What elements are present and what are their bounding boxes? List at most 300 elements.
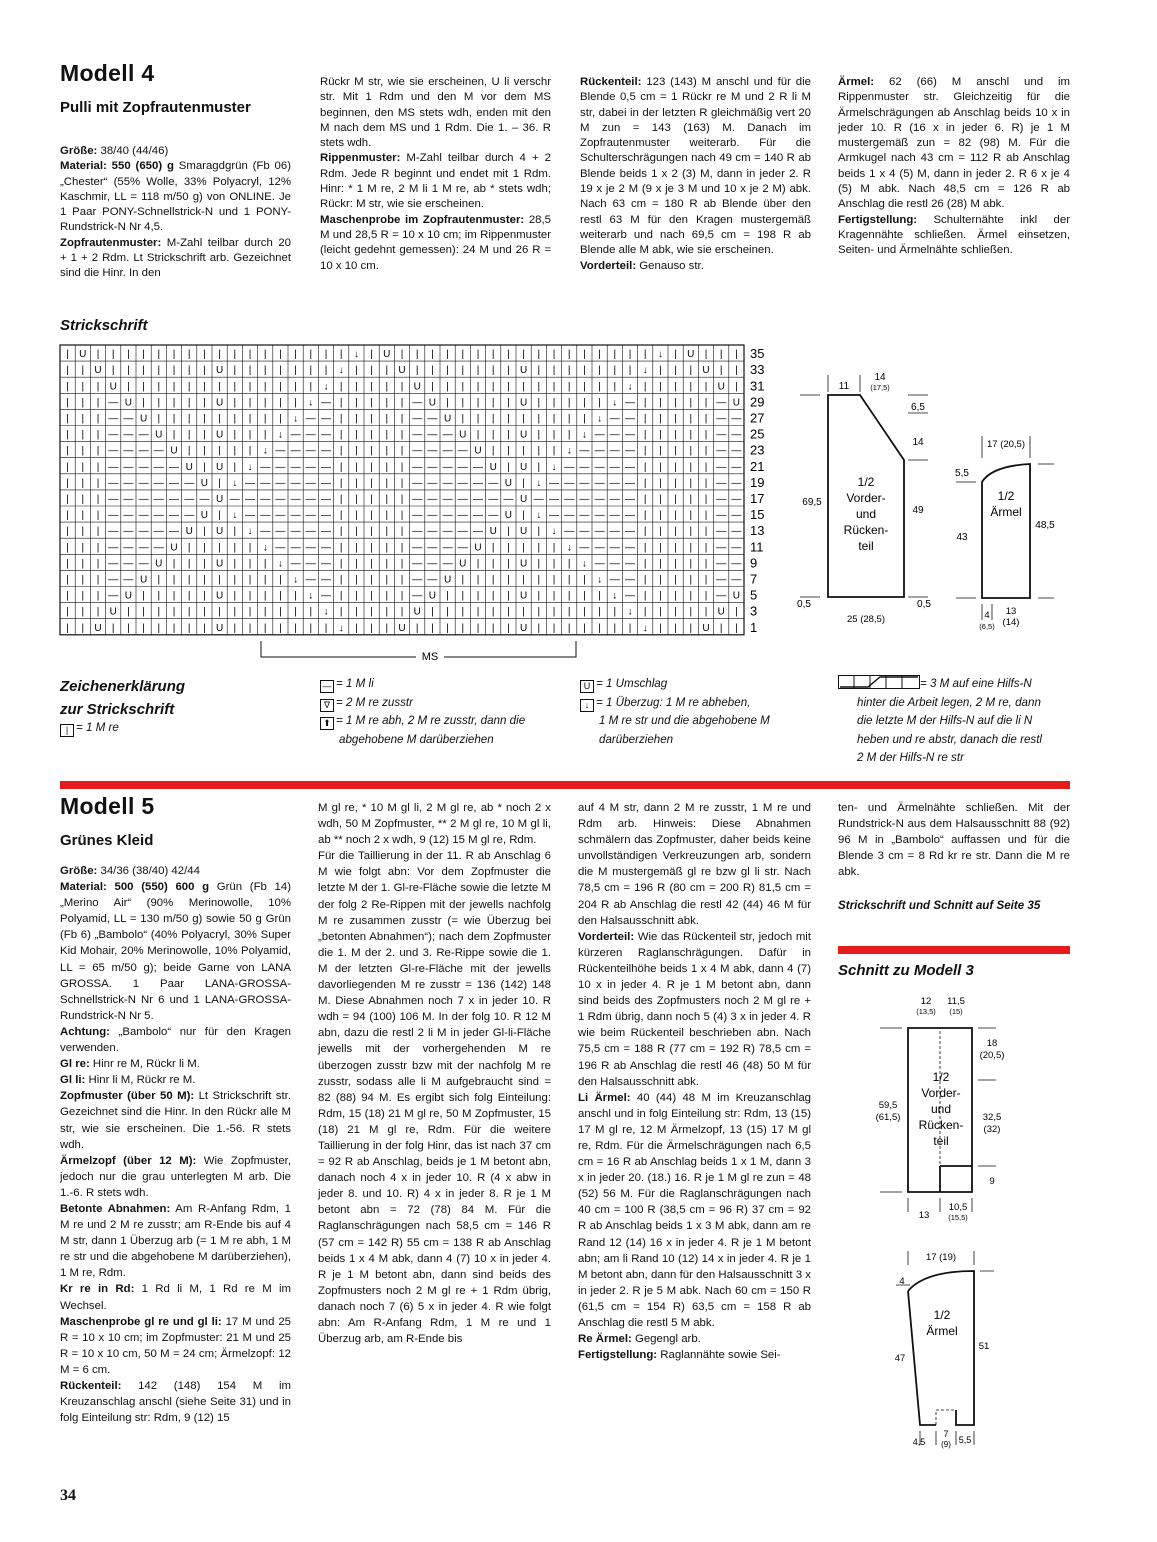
- body-label-1: 1/2: [857, 475, 875, 489]
- chart-cell: |: [187, 445, 191, 457]
- chart-cell: —: [488, 510, 499, 522]
- chart-cell: |: [187, 397, 191, 409]
- chart-cell: |: [187, 365, 191, 377]
- chart-cell: |: [66, 622, 69, 634]
- legend-title-line-1: Zeichenerklärung: [60, 678, 186, 695]
- chart-cell: |: [507, 365, 510, 377]
- chart-cell: |: [142, 622, 145, 634]
- chart-cell: —: [305, 445, 316, 457]
- chart-cell: |: [598, 365, 601, 377]
- paragraph-label: Re Ärmel:: [578, 1333, 632, 1346]
- chart-cell: —: [473, 461, 483, 473]
- paragraph: [60, 1281, 291, 1313]
- chart-cell: |: [355, 590, 358, 602]
- chart-cell: U: [200, 510, 209, 522]
- chart-cell: |: [172, 622, 176, 634]
- chart-cell: ↓: [581, 558, 587, 570]
- chart-cell: |: [461, 574, 465, 586]
- chart-cell: |: [400, 445, 404, 457]
- purl-symbol-icon: —: [320, 680, 334, 693]
- chart-cell: |: [507, 381, 510, 393]
- chart-cell: |: [446, 349, 449, 361]
- chart-cell: |: [491, 413, 495, 425]
- chart-cell: |: [81, 445, 85, 457]
- chart-cell: |: [324, 622, 328, 634]
- chart-cell: |: [689, 574, 693, 586]
- chart-row-number: 13: [750, 523, 765, 539]
- paragraph-label: Kr re in Rd:: [60, 1283, 135, 1296]
- paragraph: [578, 929, 811, 1090]
- chart-cell: |: [628, 622, 632, 634]
- chart-cell: —: [625, 445, 635, 457]
- chart-cell: |: [187, 590, 191, 602]
- paragraph-text: „Bambolo“ nur für den Kragen verwenden.: [60, 1025, 291, 1055]
- chart-cell: |: [339, 429, 343, 441]
- chart-cell: |: [537, 590, 541, 602]
- chart-cell: U: [504, 477, 513, 489]
- chart-cell: —: [716, 413, 727, 425]
- chart-cell: |: [689, 413, 693, 425]
- chart-cell: |: [339, 510, 343, 522]
- chart-cell: |: [370, 558, 373, 570]
- chart-cell: ↓: [657, 349, 663, 361]
- chart-cell: |: [127, 381, 130, 393]
- paragraph-label: Ärmel:: [838, 76, 875, 88]
- chart-cell: U: [459, 429, 467, 441]
- chart-cell: —: [321, 445, 331, 457]
- chart-cell: |: [583, 381, 586, 393]
- chart-cell: |: [719, 622, 723, 634]
- modell4-column-3: [580, 75, 811, 274]
- paragraph-text: Lt Strickschrift str. Gezeichnet sind die Hinr. In den Rückr alle M str, wie sie erscheinen. Die 1.-56. R stets wdh.: [60, 1090, 291, 1151]
- s3-dim-9: 9: [989, 1176, 995, 1187]
- chart-cell: |: [81, 526, 85, 538]
- chart-cell: |: [172, 606, 176, 618]
- chart-cell: —: [138, 558, 149, 570]
- chart-cell: —: [290, 429, 301, 441]
- legend-cable-text-4: heben und re abstr, danach die restl: [857, 732, 1042, 746]
- chart-cell: |: [476, 558, 480, 570]
- chart-cell: —: [427, 477, 438, 489]
- chart-cell: —: [442, 542, 453, 554]
- chart-cell: |: [248, 365, 252, 377]
- chart-cell: |: [142, 381, 145, 393]
- chart-cell: |: [111, 365, 115, 377]
- chart-cell: |: [567, 397, 571, 409]
- chart-cell: —: [153, 510, 164, 522]
- chart-cell: |: [689, 558, 693, 570]
- chart-cell: —: [579, 493, 590, 505]
- chart-cell: —: [564, 493, 575, 505]
- chart-cell: |: [674, 429, 677, 441]
- chart-cell: —: [609, 429, 620, 441]
- legend-title: [60, 675, 185, 721]
- s3-sleeve-dim-4-5: 4,5: [912, 1437, 926, 1447]
- paragraph-label: Betonte Abnahmen:: [60, 1202, 171, 1215]
- chart-cell: —: [412, 493, 423, 505]
- chart-cell: —: [625, 429, 635, 441]
- chart-cell: —: [473, 526, 483, 538]
- paragraph: [318, 848, 551, 1347]
- knitting-chart: [58, 343, 768, 663]
- chart-cell: —: [290, 493, 301, 505]
- paragraph-text: Grün (Fb 14) „Merino Air“ (90% Merinowolle, 10% Polyamid, LL = 130 m/50 g) sowie 50 g Grün (Fb 6) „Bambolo“ (40% Polyacryl, 30% Super Kid Mohair, 20% Merinowolle, 10% Polyamid, LL = 65 m/50 g); beide Garne von LANA GROSSA. 1 Paar LANA-GROSSA-Schnellstrick-N Nr 6 und 1 LANA-GROSSA-Rundstrick-N Nr 5.: [60, 881, 292, 1022]
- chart-cell: |: [66, 606, 69, 618]
- chart-cell: |: [294, 590, 297, 602]
- chart-cell: |: [689, 622, 693, 634]
- chart-cell: |: [111, 349, 115, 361]
- chart-cell: |: [339, 606, 343, 618]
- chart-cell: |: [643, 381, 647, 393]
- paragraph: [60, 1024, 291, 1056]
- yarn-over-symbol-icon: U: [580, 680, 594, 693]
- chart-cell: |: [719, 365, 723, 377]
- chart-cell: U: [702, 365, 710, 377]
- chart-cell: |: [157, 574, 161, 586]
- chart-cell: ↓: [247, 461, 253, 473]
- chart-cell: |: [203, 381, 206, 393]
- sleeve-label-1: 1/2: [997, 489, 1015, 503]
- chart-cell: |: [309, 606, 313, 618]
- paragraph-label: Rückenteil:: [580, 76, 642, 88]
- chart-cell: |: [491, 429, 495, 441]
- chart-cell: U: [687, 349, 695, 361]
- chart-cell: —: [731, 574, 742, 586]
- chart-cell: —: [442, 445, 453, 457]
- chart-cell: |: [96, 381, 100, 393]
- chart-cell: |: [537, 558, 541, 570]
- chart-cell: U: [215, 622, 224, 634]
- chart-cell: |: [370, 622, 373, 634]
- modell5-column-3: [578, 800, 811, 1363]
- chart-cell: U: [185, 461, 193, 473]
- chart-cell: |: [248, 349, 252, 361]
- chart-cell: |: [66, 590, 69, 602]
- chart-cell: |: [355, 622, 358, 634]
- chart-cell: |: [66, 461, 69, 473]
- modell4-column-2: [320, 75, 551, 274]
- chart-cell: |: [552, 590, 556, 602]
- chart-cell: —: [153, 461, 164, 473]
- chart-row-number: 5: [750, 587, 758, 603]
- chart-cell: |: [537, 606, 541, 618]
- chart-cell: |: [643, 349, 647, 361]
- s3-label-5: teil: [933, 1134, 949, 1148]
- chart-cell: |: [355, 445, 358, 457]
- chart-cell: |: [203, 461, 206, 473]
- chart-cell: U: [519, 590, 528, 602]
- chart-cell: |: [233, 413, 237, 425]
- chart-cell: |: [96, 397, 100, 409]
- chart-cell: |: [689, 381, 693, 393]
- chart-cell: |: [507, 445, 510, 457]
- chart-cell: |: [552, 445, 556, 457]
- cable-symbol-icon: [838, 675, 920, 689]
- chart-cell: |: [233, 461, 237, 473]
- body-label-4: Rücken-: [843, 523, 889, 537]
- chart-cell: |: [339, 461, 343, 473]
- chart-cell: |: [522, 381, 525, 393]
- chart-cell: U: [155, 429, 163, 441]
- chart-cell: |: [552, 558, 556, 570]
- chart-row-number: 23: [750, 442, 765, 458]
- chart-cell: |: [735, 606, 738, 618]
- chart-cell: —: [169, 493, 179, 505]
- chart-cell: ↓: [277, 558, 283, 570]
- chart-cell: |: [613, 365, 617, 377]
- chart-cell: |: [370, 574, 373, 586]
- chart-cell: ↓: [277, 429, 283, 441]
- chart-cell: —: [473, 510, 483, 522]
- chart-cell: U: [428, 590, 437, 602]
- paragraph-label: Zopfmuster (über 50 M):: [60, 1090, 195, 1103]
- modell4-subtitle: Pulli mit Zopfrautenmuster: [60, 99, 251, 116]
- chart-cell: U: [443, 574, 452, 586]
- chart-cell: |: [598, 622, 601, 634]
- s3-sleeve-dim-51: 51: [978, 1341, 990, 1352]
- s3-label-1: 1/2: [932, 1070, 950, 1084]
- chart-cell: —: [321, 413, 331, 425]
- chart-cell: |: [674, 461, 677, 473]
- chart-cell: |: [583, 590, 586, 602]
- chart-cell: —: [305, 510, 316, 522]
- chart-cell: ↓: [308, 590, 314, 602]
- chart-cell: |: [476, 622, 480, 634]
- chart-cell: —: [123, 493, 134, 505]
- paragraph: [320, 213, 551, 274]
- s3-sleeve-dim-4: 4: [899, 1276, 905, 1287]
- chart-cell: —: [427, 558, 438, 570]
- modell5-column-2: [318, 800, 551, 1347]
- chart-cell: |: [218, 606, 221, 618]
- chart-cell: |: [81, 413, 85, 425]
- body-label-3: und: [855, 507, 877, 521]
- legend-cable-text-3: die letzte M der Hilfs-N auf die li N: [857, 714, 1033, 727]
- chart-cell: U: [170, 542, 178, 554]
- chart-cell: U: [519, 461, 528, 473]
- s3-dim-11-5: 11,5: [947, 996, 965, 1007]
- chart-cell: —: [412, 558, 423, 570]
- chart-cell: |: [704, 574, 708, 586]
- chart-cell: |: [567, 606, 571, 618]
- chart-row-number: 33: [750, 362, 765, 378]
- sleeve-dim-5-5: 5,5: [955, 468, 969, 479]
- chart-cell: —: [153, 526, 164, 538]
- chart-cell: —: [123, 461, 134, 473]
- chart-cell: —: [609, 445, 620, 457]
- chart-cell: —: [123, 526, 134, 538]
- chart-cell: |: [385, 542, 389, 554]
- chart-cell: |: [719, 349, 723, 361]
- chart-cell: |: [491, 381, 495, 393]
- chart-cell: —: [442, 558, 453, 570]
- chart-cell: |: [674, 413, 677, 425]
- chart-cell: ↓: [627, 381, 633, 393]
- paragraph: [838, 75, 1070, 213]
- chart-cell: —: [427, 493, 438, 505]
- chart-cell: |: [66, 429, 69, 441]
- chart-cell: |: [659, 606, 662, 618]
- chart-cell: |: [263, 606, 267, 618]
- chart-cell: |: [552, 606, 556, 618]
- chart-cell: |: [659, 526, 662, 538]
- chart-cell: —: [138, 510, 149, 522]
- paragraph-text: 62 (66) M anschl und im Rippenmuster str. Gleichzeitig für die Ärmelschrägungen ab Anschlag beids 10 x in jeder 10. R (16 x in jeder 6. R) je 1 M mustergemäß zun = 82 (98) M. Für die Armkugel nach 43 cm = 112 R ab Anschlag beids 1 x 4 (5) M, dann in jeder 2. R 6 x je 4 (5) M abk. Nach 48,5 cm = 126 R ab Anschlag die restl 26 (28) M abk.: [838, 76, 1070, 211]
- sleeve-label-2: Ärmel: [990, 505, 1022, 519]
- chart-cell: |: [659, 542, 662, 554]
- chart-cell: |: [674, 365, 677, 377]
- chart-cell: ↓: [566, 445, 572, 457]
- s3-label-3: und: [930, 1102, 952, 1116]
- legend-p1-text: = 1 M li: [336, 677, 374, 690]
- chart-cell: |: [263, 622, 267, 634]
- chart-cell: |: [537, 445, 541, 457]
- dim-49: 49: [912, 505, 924, 516]
- chart-cell: |: [355, 606, 358, 618]
- chart-cell: |: [446, 381, 449, 393]
- chart-cell: |: [491, 397, 495, 409]
- chart-cell: |: [659, 381, 662, 393]
- chart-cell: —: [275, 477, 286, 489]
- chart-cell: U: [79, 349, 87, 361]
- chart-cell: |: [96, 558, 100, 570]
- chart-cell: —: [625, 461, 635, 473]
- chart-cell: |: [203, 526, 206, 538]
- paragraph-text: Smaragdgrün (Fb 06) „Chester“ (55% Wolle, 33% Polyacryl, 12% Kaschmir, LL = 118 m/50 g) von ONLINE. Je 1 Paar PONY-Schnellstrick-N und 1 PONY-Rundstrick-N Nr 4,5.: [60, 160, 292, 234]
- paragraph: [838, 213, 1070, 259]
- paragraph-label: Zopfrautenmuster:: [60, 236, 162, 249]
- chart-cell: —: [123, 558, 134, 570]
- chart-cell: —: [609, 510, 620, 522]
- chart-cell: U: [200, 477, 209, 489]
- chart-cell: —: [457, 542, 468, 554]
- chart-cell: —: [625, 510, 635, 522]
- chart-cell: —: [549, 510, 559, 522]
- chart-cell: |: [187, 381, 191, 393]
- chart-cell: |: [370, 526, 373, 538]
- chart-cell: ↓: [293, 574, 299, 586]
- chart-cell: ↓: [353, 349, 359, 361]
- chart-cell: —: [108, 558, 119, 570]
- chart-cell: —: [138, 542, 149, 554]
- chart-cell: |: [218, 574, 221, 586]
- chart-cell: |: [203, 445, 206, 457]
- chart-cell: —: [625, 526, 635, 538]
- chart-cell: |: [659, 365, 662, 377]
- chart-cell: —: [108, 445, 119, 457]
- chart-cell: |: [142, 606, 145, 618]
- chart-cell: ↓: [612, 397, 618, 409]
- chart-cell: U: [519, 558, 528, 570]
- k2tog-symbol-icon: ∇: [320, 699, 334, 712]
- chart-cell: |: [735, 349, 738, 361]
- chart-cell: |: [370, 510, 373, 522]
- chart-cell: |: [172, 365, 176, 377]
- chart-cell: |: [127, 365, 130, 377]
- dim-0-5a: 0,5: [797, 599, 811, 610]
- chart-cell: |: [567, 381, 571, 393]
- chart-cell: U: [717, 381, 725, 393]
- chart-cell: |: [659, 493, 662, 505]
- chart-cell: —: [290, 445, 301, 457]
- chart-cell: —: [108, 574, 119, 586]
- chart-cell: —: [138, 493, 149, 505]
- chart-cell: U: [413, 381, 421, 393]
- chart-cell: |: [461, 349, 465, 361]
- chart-cell: —: [731, 493, 742, 505]
- chart-cell: |: [476, 381, 480, 393]
- chart-cell: |: [385, 622, 389, 634]
- chart-cell: |: [127, 622, 130, 634]
- chart-cell: |: [263, 413, 267, 425]
- chart-cell: U: [702, 622, 710, 634]
- chart-cell: |: [279, 606, 282, 618]
- chart-cell: |: [522, 477, 525, 489]
- chart-cell: |: [355, 477, 358, 489]
- chart-cell: ↓: [597, 574, 603, 586]
- chart-row-number: 21: [750, 458, 765, 474]
- chart-cell: —: [564, 477, 575, 489]
- chart-cell: ↓: [262, 445, 268, 457]
- chart-cell: |: [96, 413, 100, 425]
- modell4-column-4: [838, 75, 1070, 259]
- chart-row-number: 29: [750, 394, 765, 410]
- sleeve-dim-14: (14): [1002, 617, 1020, 628]
- legend-sk2p-text-1: = 1 M re abh, 2 M re zusstr, dann die: [336, 714, 526, 727]
- chart-cell: —: [457, 493, 468, 505]
- legend-k2tog-text: = 2 M re zusstr: [336, 695, 413, 709]
- chart-cell: |: [704, 493, 708, 505]
- chart-cell: |: [567, 558, 571, 570]
- dim-14b: 14: [912, 437, 924, 448]
- chart-cell: —: [442, 461, 453, 473]
- chart-cell: |: [385, 445, 389, 457]
- chart-cell: |: [339, 558, 343, 570]
- chart-cell: —: [731, 461, 742, 473]
- chart-cell: |: [279, 349, 282, 361]
- paragraph: [578, 800, 811, 929]
- s3-dim-12: 12: [920, 996, 932, 1007]
- chart-cell: U: [489, 461, 497, 473]
- chart-cell: |: [218, 445, 221, 457]
- chart-cell: |: [142, 349, 145, 361]
- chart-cell: |: [385, 558, 389, 570]
- chart-cell: —: [427, 510, 438, 522]
- chart-cell: —: [108, 413, 119, 425]
- chart-cell: —: [594, 461, 605, 473]
- paragraph-text: Raglannähte sowie Sei-: [657, 1349, 781, 1362]
- chart-cell: |: [157, 622, 161, 634]
- chart-cell: |: [400, 429, 404, 441]
- chart-cell: —: [609, 542, 620, 554]
- chart-cell: —: [731, 477, 742, 489]
- s3-sleeve-label-2: Ärmel: [926, 1324, 958, 1338]
- chart-cell: —: [533, 493, 544, 505]
- dim-69-5: 69,5: [802, 497, 822, 508]
- chart-cell: |: [66, 542, 69, 554]
- dim-6-5: 6,5: [911, 402, 925, 413]
- chart-cell: |: [704, 461, 708, 473]
- chart-cell: —: [579, 445, 590, 457]
- schematic-sleeve-modell3: [880, 1245, 1020, 1460]
- chart-cell: —: [442, 510, 453, 522]
- chart-cell: —: [716, 558, 727, 570]
- chart-cell: |: [324, 349, 328, 361]
- chart-cell: U: [109, 606, 117, 618]
- chart-row-number: 19: [750, 474, 765, 490]
- chart-cell: |: [628, 365, 632, 377]
- chart-cell: |: [172, 349, 176, 361]
